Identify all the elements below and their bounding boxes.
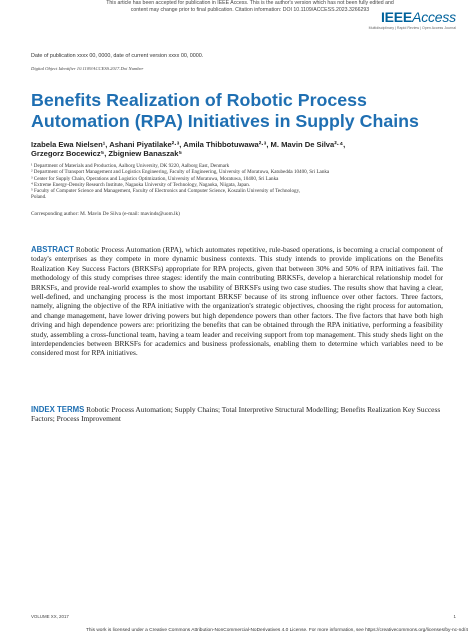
journal-logo bbox=[369, 10, 456, 30]
logo-ieee-text: IEEE bbox=[380, 9, 413, 25]
abstract bbox=[31, 245, 443, 358]
paper-title: Benefits Realization of Robotic Process Automation (RPA) Initiatives in Supply Chains bbox=[31, 90, 419, 131]
abstract-label: ABSTRACT bbox=[31, 245, 74, 254]
corresponding-author: Corresponding author: M. Mavin De Silva (e-mail: mavinds@uom.lk) bbox=[31, 211, 180, 217]
logo-tagline: Multidisciplinary | Rapid Review | Open Access Journal bbox=[368, 26, 456, 30]
affiliation: ⁴ Extreme Energy-Density Research Institute, Nagaoka University of Technology, Nagaoka, Niigata, Japan. bbox=[31, 181, 251, 188]
index-terms-label: INDEX TERMS bbox=[31, 405, 85, 414]
publication-notice-line2: content may change prior to final publication. Citation information: DOI 10.1109/ACCESS.2023.3266293 bbox=[130, 7, 370, 13]
logo-access-text: Access bbox=[412, 9, 456, 25]
affiliation: ⁵ Faculty of Computer Science and Management, Faculty of Electronics and Computer Science, Koszalin University of Technology, bbox=[31, 188, 301, 195]
index-terms bbox=[31, 405, 443, 424]
author-list bbox=[31, 140, 451, 158]
abstract-text: Robotic Process Automation (RPA), which automates repetitive, rule-based operations, is becoming a crucial component of today's enterprises as they compete in more dynamic business contexts. This study intends to provide implications on the Benefits Realization Key Success Factors (BRKSFs) appropriate for RPA projects, given that between 30% and 50% of RPA initiatives fail. The methodology of this study comprises three stages: identify the main contributing BRKSFs, develop a hierarchical relationship model for BRKSFs, and provide real-world examples to show the usability of BRKSFs using two case studies. The results show that having a clear, well-defined, and unchanging process is the most important BRKSF because of its strong influence over other factors. Three factors, namely, aligning the objective of the RPA initiative with the organization's strategic objectives, choosing the right process for automation, and change management, have lower driving powers but high dependence powers than other factors. The five factors that have both high driving and high dependence powers are: prioritizing the benefits that can be obtained through the RPA initiative, performing a feasibility study, assembling a cross-functional team, having a team leader and receiving support from top management. This study sheds light on the interdependencies between BRKSFs for academics and business professionals, enabling them to determine which variables need to be considered most for RPA initiatives. bbox=[31, 245, 443, 358]
footer-volume: VOLUME XX, 2017 bbox=[31, 614, 69, 619]
page-number: 1 bbox=[453, 614, 456, 619]
publication-date: Date of publication xxxx 00, 0000, date of current version xxxx 00, 0000. bbox=[31, 53, 204, 59]
affiliation: ³ Center for Supply Chain, Operations and Logistics Optimization, University of Moratuwa, Moratuwa, 10400, Sri Lanka bbox=[31, 175, 279, 182]
license-line: This work is licensed under a Creative Commons Attribution-NonCommercial-NoDerivatives 4.0 License. For more information, see https://creativecommons.org/licenses/by-nc-nd/4 bbox=[85, 628, 468, 633]
publication-notice-line1: This article has been accepted for publication in IEEE Access. This is the author's version which has not been fully edited and bbox=[106, 0, 394, 6]
affiliation: Poland. bbox=[31, 194, 47, 201]
affiliation: ¹ Department of Materials and Production, Aalborg University, DK 9220, Aalborg East, Denmark bbox=[31, 163, 230, 169]
authors-line-1: Izabela Ewa Nielsen¹, Ashani Piyatilake²·³, Amila Thibbotuwawa²·³, M. Mavin De Silva²·⁴, bbox=[31, 140, 346, 149]
authors-line-2: Grzegorz Bocewicz⁵, Zbigniew Banaszak⁵ bbox=[31, 149, 183, 158]
affiliations bbox=[31, 163, 431, 201]
doi-line: Digital Object Identifier 10.1109/ACCESS.2017.Doi Number bbox=[31, 66, 144, 71]
index-terms-text: Robotic Process Automation; Supply Chains; Total Interpretive Structural Modelling; Benefits Realization Key Success Factors; Process Improvement bbox=[31, 405, 441, 424]
affiliation: ² Department of Transport Management and Logistics Engineering, Faculty of Engineering, University of Moratuwa, Katubedda 10400, Sri Lanka bbox=[31, 169, 330, 176]
